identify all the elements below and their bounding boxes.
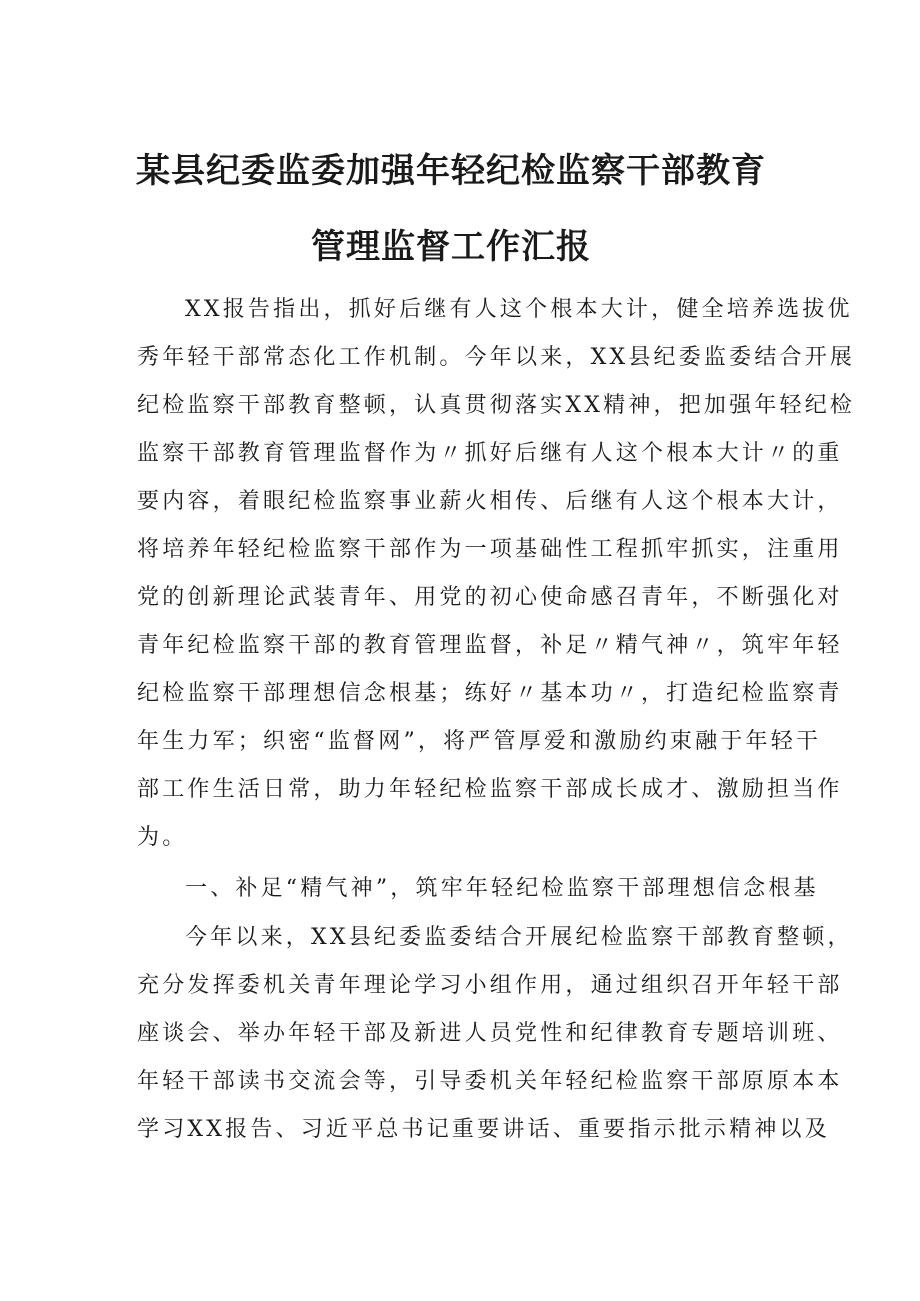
paragraph-1-line-12: 为。: [137, 825, 188, 850]
paragraph-2-line-1: 今年以来，XX县纪委监委结合开展纪检监察干部教育整顿，: [185, 925, 853, 950]
paragraph-2-line-3: 座谈会、举办年轻干部及新进人员党性和纪律教育专题培训班、: [137, 1021, 843, 1046]
paragraph-1-line-3: 纪检监察干部教育整顿，认真贯彻落实XX精神，把加强年轻纪检: [137, 393, 856, 418]
section-heading-1: 一、补足“精气神”，筑牢年轻纪检监察干部理想信念根基: [185, 876, 819, 901]
paragraph-1-line-4: 监察干部教育管理监督作为〃抓好后继有人这个根本大计〃的重: [137, 441, 843, 466]
paragraph-1-line-9: 纪检监察干部理想信念根基；练好〃基本功〃，打造纪检监察青: [137, 681, 843, 706]
paragraph-1-line-2: 秀年轻干部常态化工作机制。今年以来，XX县纪委监委结合开展: [137, 345, 856, 370]
paragraph-1-line-10: 年生力军；织密“监督网”，将严管厚爱和激励约束融于年轻干: [137, 729, 822, 754]
paragraph-2-line-2: 充分发挥委机关青年理论学习小组作用，通过组织召开年轻干部: [137, 973, 843, 998]
paragraph-1-line-11: 部工作生活日常，助力年轻纪检监察干部成长成才、激励担当作: [137, 777, 843, 802]
document-title-line-1: 某县纪委监委加强年轻纪检监察干部教育: [136, 151, 766, 191]
paragraph-1-line-6: 将培养年轻纪检监察干部作为一项基础性工程抓牢抓实，注重用: [137, 537, 843, 562]
paragraph-2-line-4: 年轻干部读书交流会等，引导委机关年轻纪检监察干部原原本本: [137, 1069, 843, 1094]
paragraph-2-line-5: 学习XX报告、习近平总书记重要讲话、重要指示批示精神以及: [137, 1117, 830, 1142]
document-title-line-2: 管理监督工作汇报: [311, 227, 591, 267]
paragraph-1-line-5: 要内容，着眼纪检监察事业薪火相传、后继有人这个根本大计，: [137, 489, 843, 514]
paragraph-1-line-7: 党的创新理论武装青年、用党的初心使命感召青年，不断强化对: [137, 585, 843, 610]
paragraph-1-line-8: 青年纪检监察干部的教育管理监督，补足〃精气神〃，筑牢年轻: [137, 633, 843, 658]
paragraph-1-line-1: XX报告指出，抓好后继有人这个根本大计，健全培养选拔优: [185, 297, 853, 322]
